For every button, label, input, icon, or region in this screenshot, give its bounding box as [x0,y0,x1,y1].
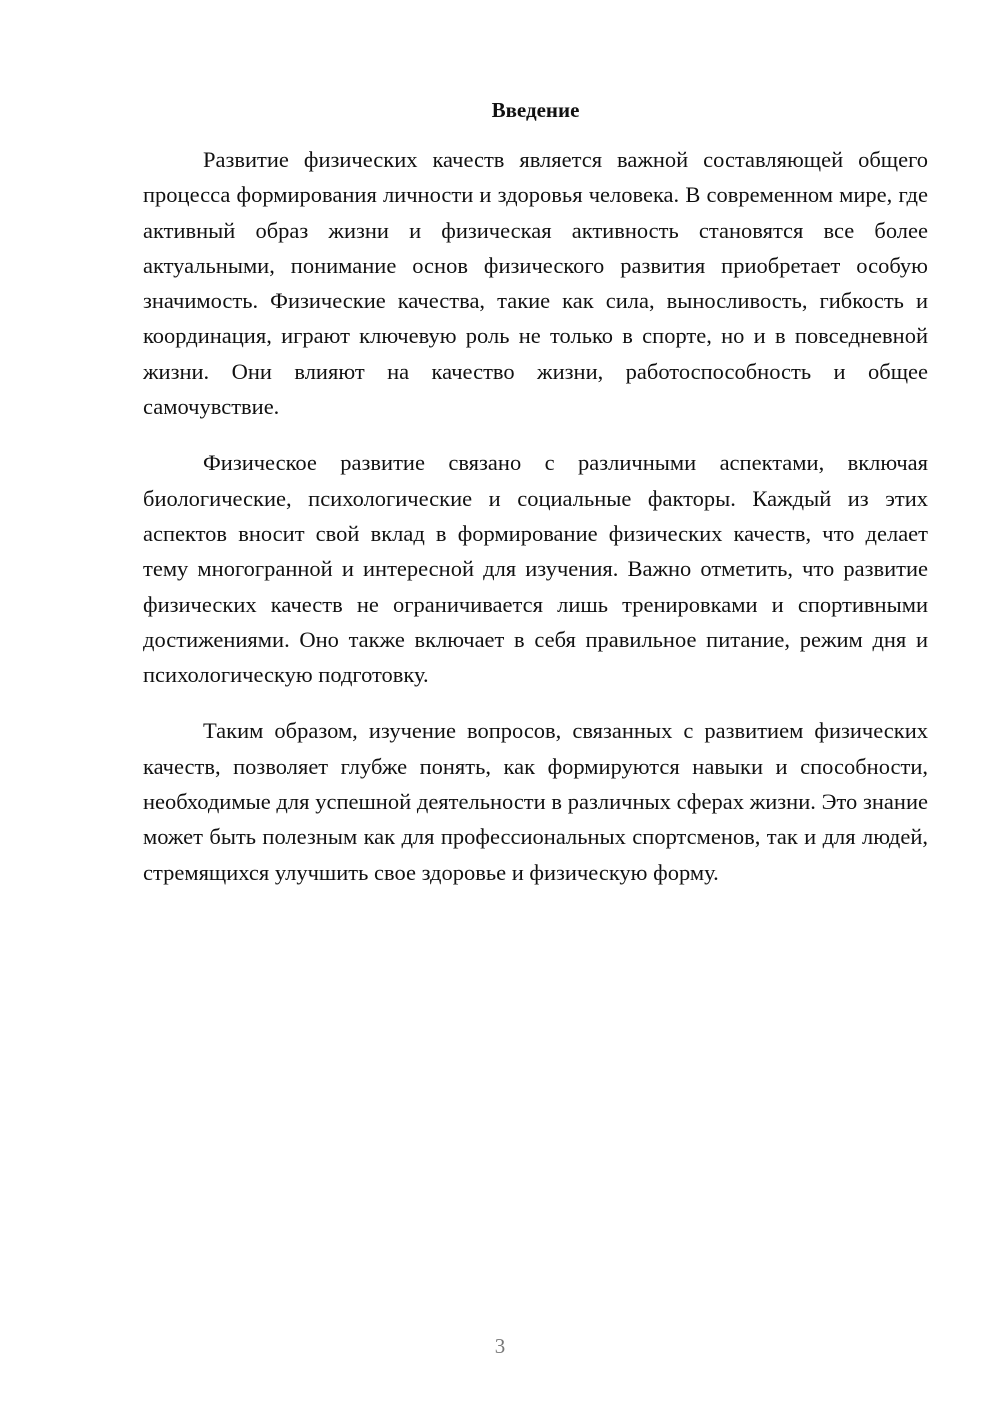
page-content [143,94,928,911]
paragraph-1: Развитие физических качеств является важной составляющей общего процесса формирования личности и здоровья человека. В современном мире, где активный образ жизни и физическая активность становятся все более актуальными, понимание основ физического развития приобретает особую значимость. Физические качества, такие как сила, выносливость, гибкость и координация, играют ключевую роль не только в спорте, но и в повседневной жизни. Они влияют на качество жизни, работоспособность и общее самочувствие. [143,147,928,420]
section-title: Введение [491,98,580,122]
paragraph-2: Физическое развитие связано с различными аспектами, включая биологические, психологические и социальные факторы. Каждый из этих аспектов вносит свой вклад в формирование физических качеств, что делает тему многогранной и интересной для изучения. Важно отметить, что развитие физических качеств не ограничивается лишь тренировками и спортивными достижениями. Оно также включает в себя правильное питание, режим дня и психологическую подготовку. [143,450,928,688]
page-number: 3 [494,1334,506,1358]
paragraph-3: Таким образом, изучение вопросов, связанных с развитием физических качеств, позволяет глубже понять, как формируются навыки и способности, необходимые для успешной деятельности в различных сферах жизни. Это знание может быть полезным как для профессиональных спортсменов, так и для людей, стремящихся улучшить свое здоровье и физическую форму. [143,718,928,885]
